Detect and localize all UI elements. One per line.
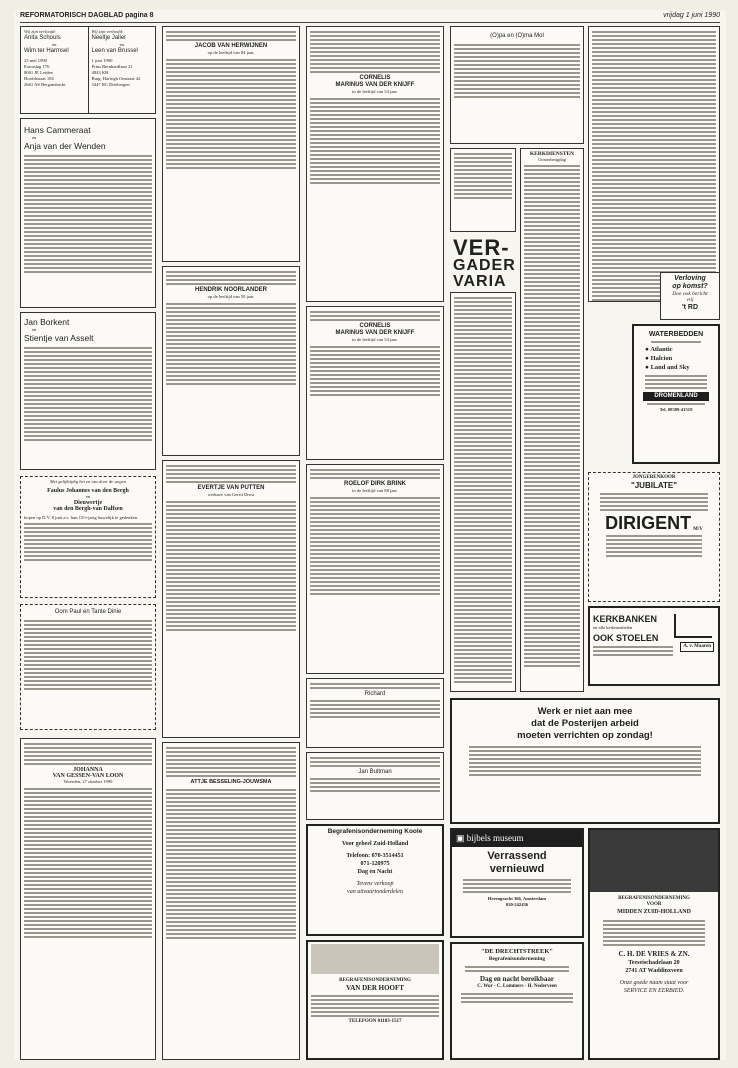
phone: 020-242436 (505, 902, 529, 907)
name: Leen van Brussel (91, 48, 138, 54)
date: Woerden, 27 oktober 1990 (63, 779, 113, 784)
date: 1 juni 1990 (91, 58, 113, 63)
ad-subtitle: Begrafenisonderneming (488, 956, 546, 962)
text: vrij (686, 298, 694, 303)
text: Met gelijktijdig het en ons door de wegen (49, 479, 127, 484)
verga-text (450, 292, 516, 692)
body-text (310, 700, 440, 718)
dirigent-row (592, 513, 716, 533)
body-text (647, 403, 705, 405)
ad-title: MIDDEN ZUID-HOLLAND (617, 909, 691, 915)
body-text (524, 165, 580, 667)
body-text (166, 789, 296, 939)
name: Wim ter Harmsel (24, 48, 69, 54)
phone: Tel. 08389-41519 (659, 407, 693, 412)
ad-title: KERKBANKEN (593, 614, 658, 624)
section-title: GADER (453, 257, 516, 274)
ad-bijbels-museum (450, 828, 584, 938)
address: Prins Bernhardlaan 21 (91, 64, 133, 69)
ad-opa-oma-mol (450, 26, 584, 144)
phone: Telefoon: 070-3514451 (346, 853, 404, 859)
deceased-name: ATTJE BESSELING-JOUWSMA (190, 779, 272, 785)
body-text (166, 303, 296, 385)
address: Teeseischadelaan 20 (628, 960, 680, 966)
deceased-name: MARINUS VAN DER KNIJFF (335, 330, 415, 336)
deceased-name: JACOB VAN HERWIJNEN (194, 43, 268, 49)
ad-title: "DE DRECHTSTREEK" (480, 948, 554, 955)
engagement-ad-1 (20, 26, 156, 114)
body-text (310, 683, 440, 689)
body-text (310, 497, 440, 595)
maker-badge: A. v. Maaren (680, 642, 714, 652)
name: van den Bergh-van Dalfsen (53, 506, 123, 512)
brand-label: Halcion (650, 355, 673, 362)
deceased-name: Richard (364, 691, 386, 697)
section-title: KERKDIENSTEN (529, 151, 575, 157)
body-text (461, 993, 573, 1003)
ad-small-left (450, 148, 516, 232)
ad-de-vries (588, 828, 720, 1060)
brand-item (637, 363, 715, 372)
address: Hoofdstraat 104 (24, 76, 54, 81)
text: en (119, 42, 124, 47)
body-text (24, 788, 152, 938)
company-name: C. H. DE VRIES & ZN. (618, 950, 690, 958)
kerkdiensten (520, 148, 584, 692)
ad-van-der-hooft (306, 940, 444, 1060)
ad-verloving (660, 272, 720, 320)
deceased-name: JOHANNA (73, 767, 103, 773)
body-text (24, 620, 152, 690)
body-text (651, 341, 701, 343)
newspaper-page (14, 10, 726, 1060)
address: 3447 RC Driebergen (91, 82, 130, 87)
ad-kerkbanken (588, 606, 720, 686)
hearse-photo (590, 830, 718, 892)
body-text (24, 155, 152, 273)
section-subtitle: Oosterbeugdag (538, 157, 566, 162)
brand-item (637, 345, 715, 354)
paper-date: vrijdag 1 juni 1990 (663, 12, 720, 19)
name: Anita Schouls (24, 35, 61, 41)
body-text (606, 535, 702, 557)
phone: TELEFOON 01103-1517 (348, 1019, 402, 1024)
obituary-herwijnen (162, 26, 300, 262)
text: hopen op D.V. 8 juni a.s. hun 12½-jarig huwelijk te gedenken. (24, 515, 139, 520)
text: M/V (693, 527, 703, 532)
museum-logo-bar (452, 830, 582, 847)
slogan: Onze goede naam staat voor (619, 980, 689, 986)
verga-varia (450, 236, 516, 288)
body-text (310, 346, 440, 396)
body-text (310, 31, 440, 73)
text: Wij zijn verloofd: (91, 29, 124, 34)
body-text (166, 271, 296, 285)
brand-item (637, 354, 715, 363)
obituary-bultman (306, 752, 444, 820)
body-text (310, 778, 440, 792)
address: 2741 AT Waddinxveen (625, 968, 683, 974)
ad-title: Werk er niet aan mee (537, 706, 633, 717)
deceased-name: CORNELIS (359, 323, 391, 329)
ad-title: Verrassend (487, 850, 547, 862)
ad-title: Verloving (674, 275, 706, 282)
bullet-icon: ● (645, 355, 651, 362)
bride-name: Stientje van Asselt (24, 333, 94, 343)
groom-name: Jan Borkent (24, 317, 70, 327)
address: 2661 AS Bergambacht (24, 82, 66, 87)
ad-title: VOOR (646, 902, 662, 907)
text: Tevens verkoop (356, 881, 394, 887)
bullet-icon: ● (645, 346, 651, 353)
address: Extraslag 176 (24, 64, 50, 69)
text: Wij zijn verloofd: (24, 29, 56, 34)
ad-posterijen (450, 698, 720, 824)
deceased-name: Jan Bultman (358, 769, 392, 775)
brand-label: DROMENLAND (654, 393, 698, 399)
deceased-name: VAN GESSEN-VAN LOON (52, 773, 124, 779)
name: Faulus Johannes van den Bergh (47, 488, 129, 494)
address: 8061 JE Leiden (24, 70, 53, 75)
obituary-knijff-1 (306, 26, 444, 302)
masthead (20, 12, 720, 23)
slogan: SERVICE EN EERBIED. (623, 988, 685, 994)
body-text (166, 501, 296, 631)
text: en (52, 42, 57, 47)
phone: 071-120975 (360, 861, 390, 867)
ad-title: moeten verrichten op zondag! (517, 730, 653, 741)
section-title: VARIA (453, 273, 507, 288)
body-text (645, 375, 707, 389)
deceased-name: MARINUS VAN DER KNIJFF (335, 82, 415, 88)
obituary-jouwsma (162, 742, 300, 1060)
ad-title: op komst? (672, 283, 708, 290)
text: van uitvaartonderdelen (347, 889, 403, 895)
name: Neeltje Jalier (91, 35, 127, 41)
text: en alle kerkmeubelen (593, 625, 633, 630)
body-text (593, 646, 673, 656)
wedding-ad-jan (20, 312, 156, 470)
body-text (310, 311, 440, 321)
text: in de leeftijd van 54 jaar. (352, 89, 398, 94)
ad-subtitle: Voor geheel Zuid-Holland (341, 841, 409, 847)
bullet-icon: ● (645, 364, 651, 371)
body-text (166, 747, 296, 777)
ad-title: "JUBILATE" (630, 481, 678, 490)
obituary-noorlander (162, 266, 300, 456)
text: in de leeftijd van 54 jaar. (352, 337, 398, 342)
deceased-name: ROELOF DIRK BRINK (344, 481, 406, 487)
body-text (454, 44, 580, 98)
names: C. Wor - C. Lommers - H. Nederveen (477, 984, 557, 989)
ad-title: Oom Paul en Tante Dinie (54, 609, 122, 615)
ad-koole (306, 824, 444, 936)
kerkdiensten-right (588, 26, 720, 302)
body-text (24, 347, 152, 441)
ad-title: BEGRAFENISONDERNEMING (618, 896, 690, 901)
ad-title: vernieuwd (489, 863, 545, 875)
dromenland-logo (643, 392, 709, 401)
house-illustration (311, 944, 439, 974)
body-text (311, 995, 439, 1017)
ad-drechtstreek (450, 942, 584, 1060)
text: Doe ook bericht (672, 291, 708, 297)
body-text (469, 746, 701, 776)
paper-name: REFORMATORISCH DAGBLAD pagina 8 (20, 12, 154, 19)
body-text (454, 297, 512, 683)
ad-title: dat de Posterijen arbeid (531, 718, 639, 729)
deceased-name: EVERTJE VAN PUTTEN (197, 485, 265, 491)
deceased-name: HENDRIK NOORLANDER (195, 287, 267, 293)
obituary-knijff-2 (306, 306, 444, 460)
body-text (166, 31, 296, 41)
text: op de leeftijd van 84 jaar. (207, 50, 255, 55)
body-text (166, 59, 296, 169)
brand-label: Atlantic (650, 346, 673, 353)
obituary-richard (306, 678, 444, 748)
text: en (85, 494, 91, 499)
ad-title: BEGRAFENISONDERNEMING (339, 978, 411, 983)
ad-title: (O)pa en (O)ma Mol (490, 33, 544, 39)
body-text (166, 465, 296, 483)
address: 4843 KB (91, 70, 109, 75)
body-text (600, 493, 708, 511)
ad-title: OOK STOELEN (593, 633, 659, 643)
ad-waterbedden (632, 324, 720, 464)
museum-name: bijbels museum (466, 833, 524, 843)
ad-jubilate (588, 472, 720, 602)
obituary-putten (162, 460, 300, 738)
anniversary-ad-faulus (20, 476, 156, 598)
deceased-name: CORNELIS (359, 75, 391, 81)
ad-headline: DIRIGENT (605, 513, 692, 533)
museum-icon: ▣ (456, 833, 465, 843)
text: en (32, 327, 37, 332)
groom-name: Hans Cammeraat (24, 125, 91, 135)
section-title: VER- (453, 236, 510, 260)
body-text (310, 469, 440, 479)
ad-title: VAN DER HOOFT (346, 984, 404, 992)
body-text (592, 31, 716, 301)
body-text (24, 743, 152, 765)
text: weduwe van Gerrit Drost (207, 492, 255, 497)
body-text (310, 757, 440, 767)
brand-label: Land and Sky (650, 364, 690, 371)
text: Dag en Nacht (357, 869, 393, 875)
ad-oom-paul (20, 604, 156, 730)
ad-slogan: Dag en nacht bereikbaar (480, 975, 554, 983)
name: Dieuwertje (73, 500, 103, 506)
body-text (463, 879, 571, 893)
text: in de leeftijd van 88 jaar. (352, 488, 398, 493)
ad-title: Begrafenisonderneming Koole (327, 828, 423, 835)
body-text (24, 523, 152, 561)
bench-illustration (674, 614, 712, 638)
body-text (603, 920, 705, 946)
body-text (465, 966, 569, 972)
text: en (32, 135, 37, 140)
bride-name: Anja van der Wenden (24, 141, 106, 151)
wedding-ad-hans (20, 118, 156, 308)
address: Herengracht 366, Amsterdam (487, 896, 547, 901)
text: op de leeftijd van 50 jaar. (207, 294, 255, 299)
date: 23 mei 1990 (24, 58, 47, 63)
ad-title: WATERBEDDEN (648, 331, 704, 338)
obituary-johanna (20, 738, 156, 1060)
address: Burg. Hartogh Onstraat 42 (91, 76, 141, 81)
rd-logo: 't RD (681, 304, 699, 311)
body-text (310, 98, 440, 184)
body-text (454, 153, 512, 199)
obituary-brink (306, 464, 444, 674)
ad-subtitle: JONGERENKOOR (632, 475, 676, 480)
